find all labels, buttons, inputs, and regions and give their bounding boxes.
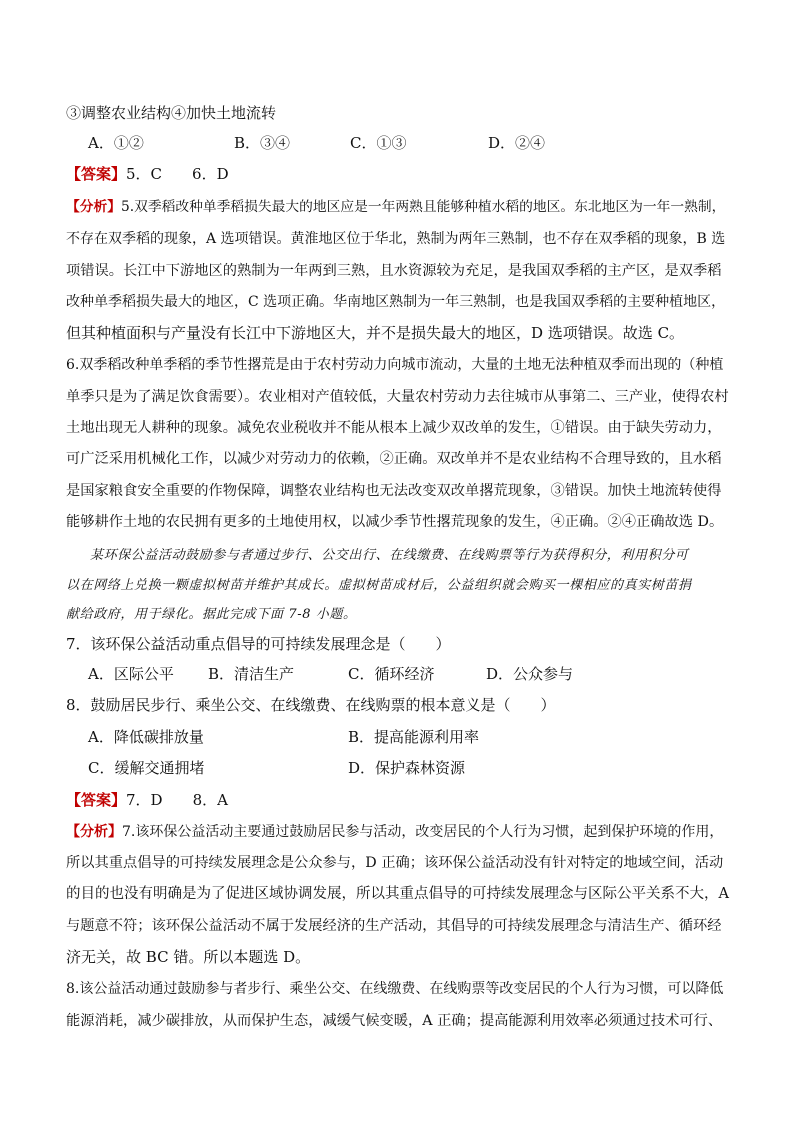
analysis-6-line-6: 能够耕作土地的农民拥有更多的土地使用权，以减少季节性撂荒现象的发生，④正确。②④正确故选 D。 xyxy=(66,514,724,530)
option-c: C．循环经济 xyxy=(348,665,435,683)
answer-text: 7．D 8．A xyxy=(126,791,228,809)
question-6-options-stem: ③调整农业结构④加快土地流转 xyxy=(66,104,277,122)
question-8-options-row-1 xyxy=(88,727,728,747)
analysis-8-line-2: 能源消耗，减少碳排放，从而保护生态，减缓气候变暖，A 正确；提高能源利用效率必须通过技术可行、 xyxy=(66,1013,723,1029)
analysis-tag: 【分析】 xyxy=(66,824,122,840)
analysis-tag: 【分析】 xyxy=(66,199,122,215)
question-6-options xyxy=(88,133,728,153)
analysis-text: 5.双季稻改种单季稻损失最大的地区应是一年两熟且能够种植水稻的地区。东北地区为一年一熟制， xyxy=(121,199,726,215)
analysis-5-line-1 xyxy=(66,197,730,217)
analysis-text: 7.该环保公益活动主要通过鼓励居民参与活动，改变居民的个人行为习惯，起到保护环境的作用， xyxy=(122,824,724,840)
analysis-5-line-2: 不存在双季稻的现象，A 选项错误。黄淮地区位于华北，熟制为两年三熟制，也不存在双季稻的现象，B 选 xyxy=(66,231,726,247)
analysis-7-line-3: 的目的也没有明确是为了促进区域协调发展，所以其重点倡导的可持续发展理念与区际公平关系不大，A xyxy=(66,886,729,902)
analysis-5-line-3: 项错误。长江中下游地区的熟制为一年两到三熟，且水资源较为充足，是我国双季稻的主产区，是双季稻 xyxy=(66,263,722,279)
answer-text: 5．C 6．D xyxy=(126,165,229,183)
option-a: A．①② xyxy=(88,134,144,152)
material-line-2: 以在网络上兑换一颗虚拟树苗并维护其成长。虚拟树苗成材后，公益组织就会购买一棵相应的真实树苗捐 xyxy=(66,578,692,593)
analysis-5-line-5: 但其种植面积与产量没有长江中下游地区大，并不是损失最大的地区，D 选项错误。故选 C。 xyxy=(66,324,685,342)
question-7-options xyxy=(88,664,728,684)
answer-5-6 xyxy=(66,164,730,184)
analysis-6-line-2: 单季只是为了满足饮食需要）。农业相对产值较低，大量农村劳动力去往城市从事第二、三产业，使得农村 xyxy=(66,389,729,405)
material-line-3: 献给政府，用于绿化。据此完成下面 7-8 小题。 xyxy=(66,607,357,622)
analysis-7-line-4: 与题意不符；该环保公益活动不属于发展经济的生产活动，其倡导的可持续发展理念与清洁生产、循环经 xyxy=(66,918,722,934)
option-d: D．②④ xyxy=(488,134,546,152)
analysis-6-line-4: 可广泛采用机械化工作，以减少对劳动力的依赖，②正确。双改单并不是农业结构不合理导致的，且水稻 xyxy=(66,451,722,467)
answer-7-8 xyxy=(66,790,730,810)
option-d: D．公众参与 xyxy=(486,665,574,683)
analysis-6-line-1: 6.双季稻改种单季稻的季节性撂荒是由于农村劳动力向城市流动，大量的土地无法种植双季而出现的（种植 xyxy=(66,357,724,373)
option-b: B．清洁生产 xyxy=(208,665,295,683)
analysis-8-line-1: 8.该公益活动通过鼓励参与者步行、乘坐公交、在线缴费、在线购票等改变居民的个人行为习惯，可以降低 xyxy=(66,981,724,997)
answer-tag: 【答案】 xyxy=(66,165,127,183)
analysis-7-line-2: 所以其重点倡导的可持续发展理念是公众参与，D 正确；该环保公益活动没有针对特定的地域空间，活动 xyxy=(66,855,724,871)
option-b: B．提高能源利用率 xyxy=(348,728,480,746)
analysis-6-line-5: 是国家粮食安全重要的作物保障，调整农业结构也无法改变双改单撂荒现象，③错误。加快土地流转使得 xyxy=(66,483,722,499)
option-b: B．③④ xyxy=(234,134,291,152)
option-d: D．保护森林资源 xyxy=(348,759,466,777)
analysis-5-line-4: 改种单季稻损失最大的地区，C 选项正确。华南地区熟制为一年三熟制，也是我国双季稻的主要种植地区， xyxy=(66,294,726,310)
option-c: C．①③ xyxy=(350,134,407,152)
analysis-6-line-3: 土地出现无人耕种的现象。减免农业税收并不能从根本上减少双改单的发生，①错误。由于缺失劳动力， xyxy=(66,420,722,436)
option-c: C．缓解交通拥堵 xyxy=(88,759,205,777)
analysis-7-line-5: 济无关，故 BC 错。所以本题选 D。 xyxy=(66,948,311,966)
question-7: 7．该环保公益活动重点倡导的可持续发展理念是（ ） xyxy=(66,635,451,653)
question-8-options-row-2 xyxy=(88,758,728,778)
analysis-7-line-1 xyxy=(66,822,730,842)
answer-tag: 【答案】 xyxy=(66,791,127,809)
material-line-1: 某环保公益活动鼓励参与者通过步行、公交出行、在线缴费、在线购票等行为获得积分，利用积分可 xyxy=(90,548,689,563)
option-a: A．区际公平 xyxy=(88,665,174,683)
option-a: A．降低碳排放量 xyxy=(88,728,204,746)
question-8: 8．鼓励居民步行、乘坐公交、在线缴费、在线购票的根本意义是（ ） xyxy=(66,696,556,714)
